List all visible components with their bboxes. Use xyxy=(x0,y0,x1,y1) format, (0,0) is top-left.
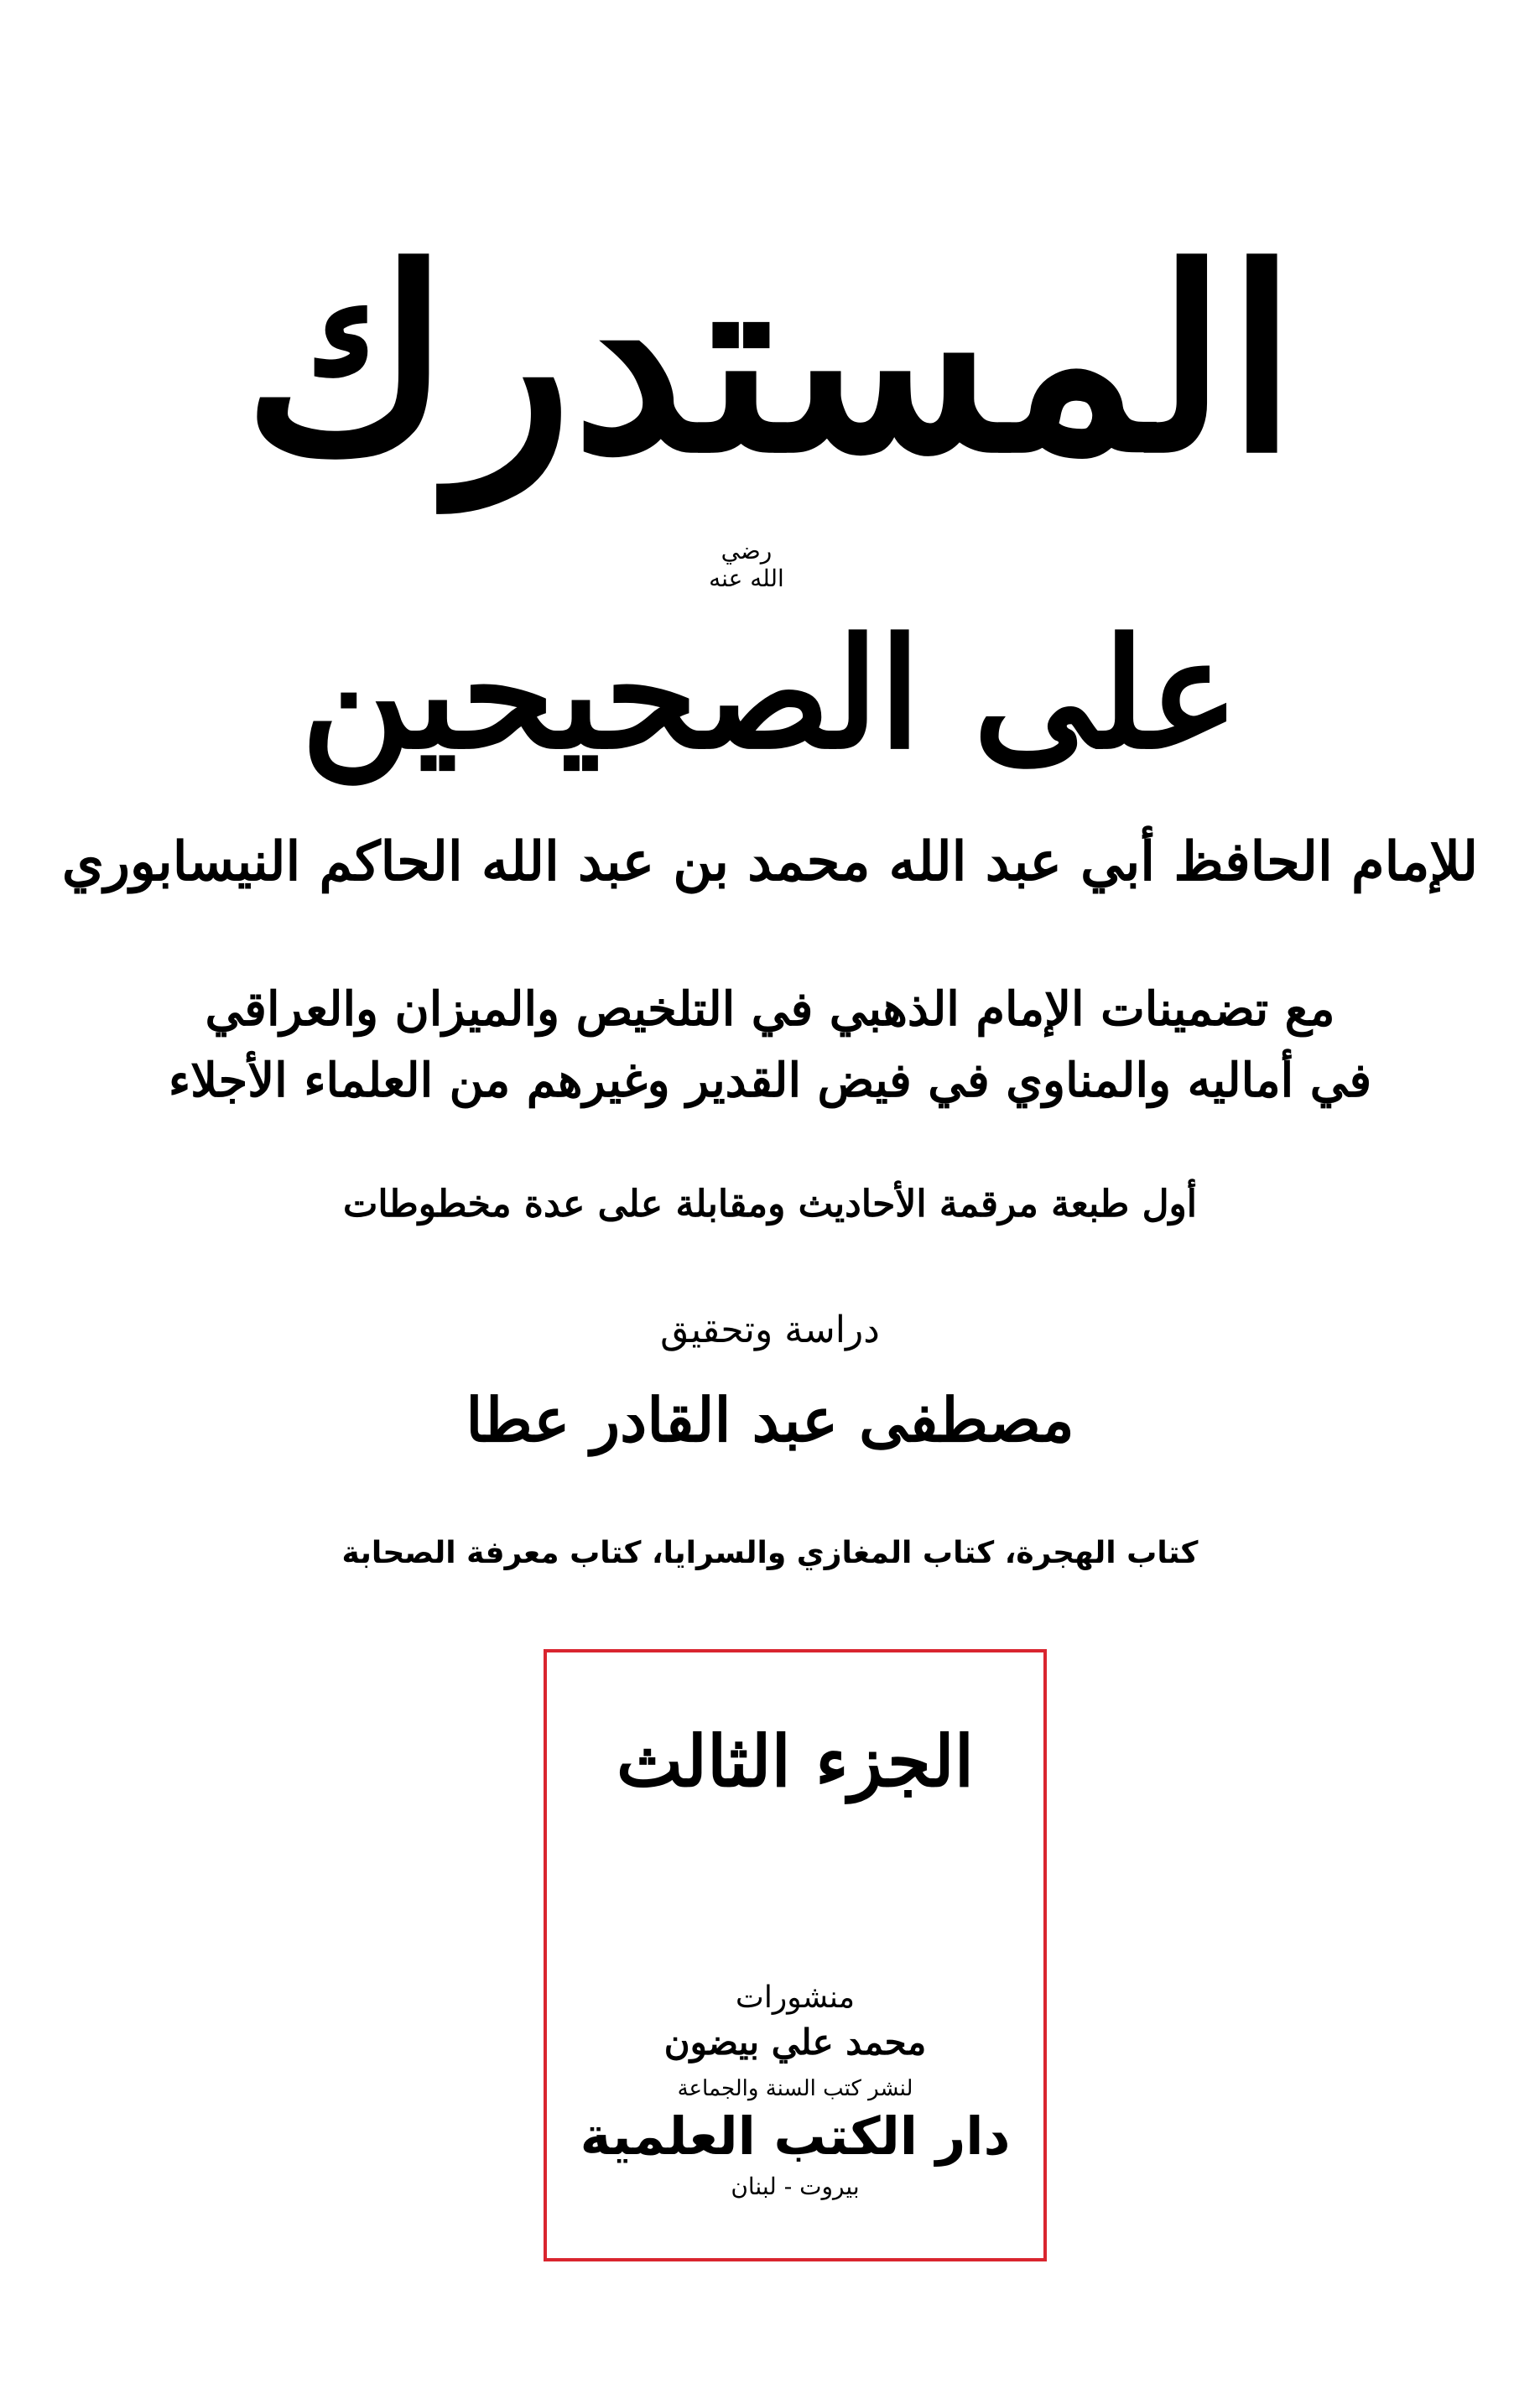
author-line: للإمام الحافظ أبي عبد الله محمد بن عبد الله الحاكم النيسابوري xyxy=(61,830,1479,893)
subtitle: على الصحيحين xyxy=(300,606,1240,783)
description-line-1: مع تضمينات الإمام الذهبي في التلخيص والميزان والعراقي xyxy=(205,981,1335,1037)
publisher-city: بيروت - لبنان xyxy=(731,2173,860,2200)
main-title: المستدرك xyxy=(243,212,1297,508)
edition-note: أول طبعة مرقمة الأحاديث ومقابلة على عدة مخطوطات xyxy=(342,1183,1198,1226)
publishing-house-logo: دار الكتب العلمية xyxy=(580,2105,1011,2167)
editor-name: مصطفى عبد القادر عطا xyxy=(466,1384,1074,1455)
study-label: دراسة وتحقيق xyxy=(660,1309,880,1351)
volume-box xyxy=(544,1649,1047,2261)
publisher-purpose: لنشر كتب السنة والجماعة xyxy=(677,2076,913,2101)
publisher-name: محمد علي بيضون xyxy=(663,2022,927,2063)
publisher-label: منشورات xyxy=(735,1980,856,2015)
description-line-2: في أماليه والمناوي في فيض القدير وغيرهم من العلماء الأجلاء xyxy=(168,1053,1372,1108)
volume-label: الجزء الثالث xyxy=(616,1720,975,1803)
honorific-mark: رضي الله عنه xyxy=(709,537,784,592)
books-line: كتاب الهجرة، كتاب المغازي والسرايا، كتاب معرفة الصحابة xyxy=(341,1536,1199,1570)
